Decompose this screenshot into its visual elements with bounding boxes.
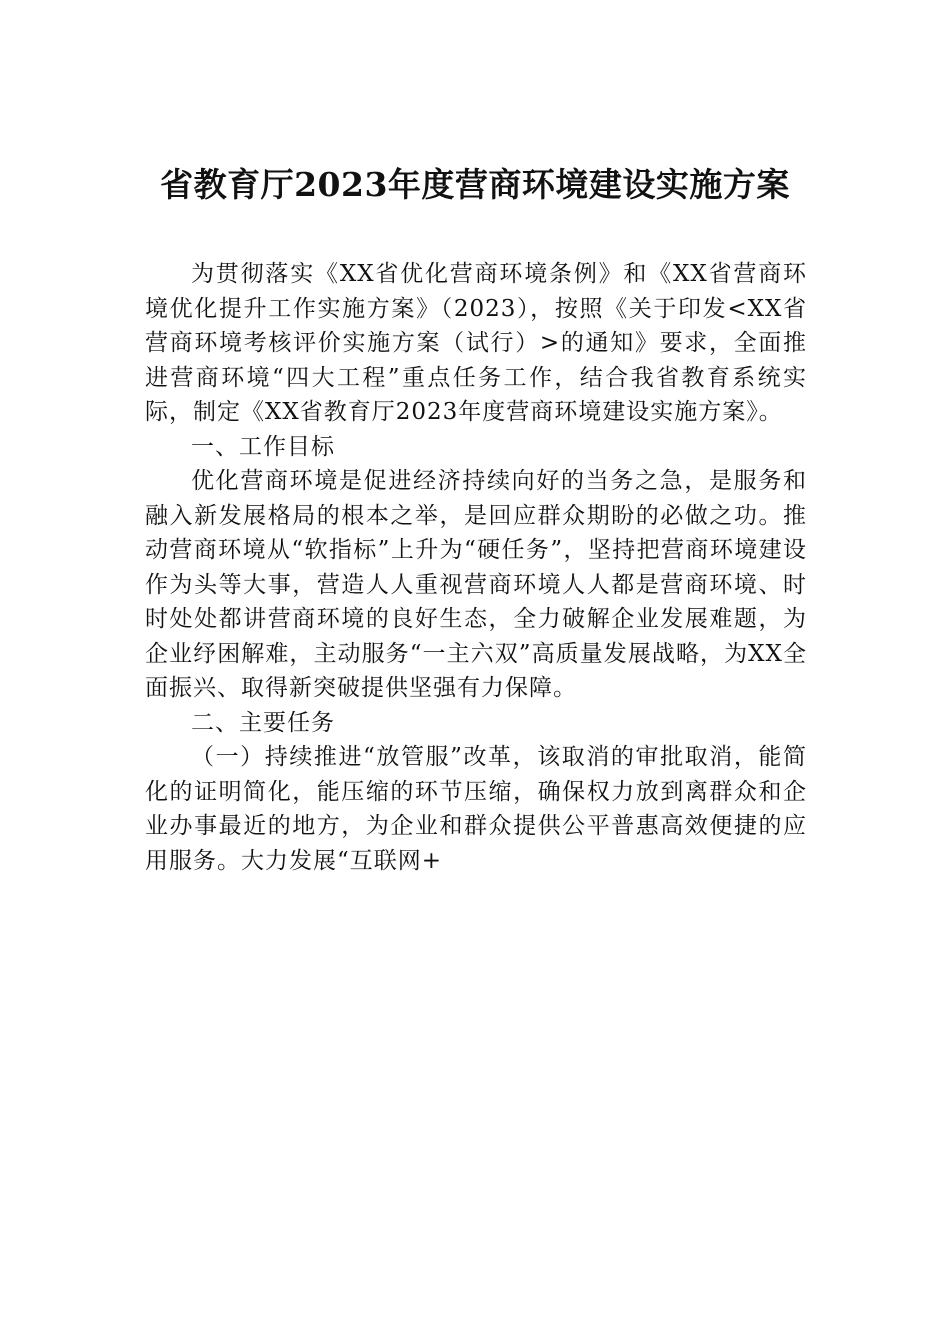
section-heading-tasks: 二、主要任务 — [191, 709, 335, 736]
intro-paragraph: 为贯彻落实《XX省优化营商环境条例》和《XX省营商环境优化提升工作实施方案》（2023），按照《关于印发<XX省营商环境考核评价实施方案（试行）>的通知》要求，全面推进营商环境“四大工程”重点任务工作，结合我省教育系统实际，制定《XX省教育厅2023年度营商环境建设实施方案》。 — [145, 261, 807, 425]
section-heading-goals: 一、工作目标 — [191, 433, 335, 460]
document-title: 省教育厅2023年度营商环境建设实施方案 — [160, 165, 790, 204]
document-body — [145, 257, 807, 878]
section-paragraph-goals: 优化营商环境是促进经济持续向好的当务之急，是服务和融入新发展格局的根本之举，是回应群众期盼的必做之功。推动营商环境从“软指标”上升为“硬任务”，坚持把营商环境建设作为头等大事，营造人人重视营商环境人人都是营商环境、时时处处都讲营商环境的良好生态，全力破解企业发展难题，为企业纾困解难，主动服务“一主六双”高质量发展战略，为XX全面振兴、取得新突破提供坚强有力保障。 — [145, 468, 807, 701]
section-paragraph-tasks: （一）持续推进“放管服”改革，该取消的审批取消，能简化的证明简化，能压缩的环节压缩，确保权力放到离群众和企业办事最近的地方，为企业和群众提供公平普惠高效便捷的应用服务。大力发展“互联网+ — [145, 744, 807, 874]
